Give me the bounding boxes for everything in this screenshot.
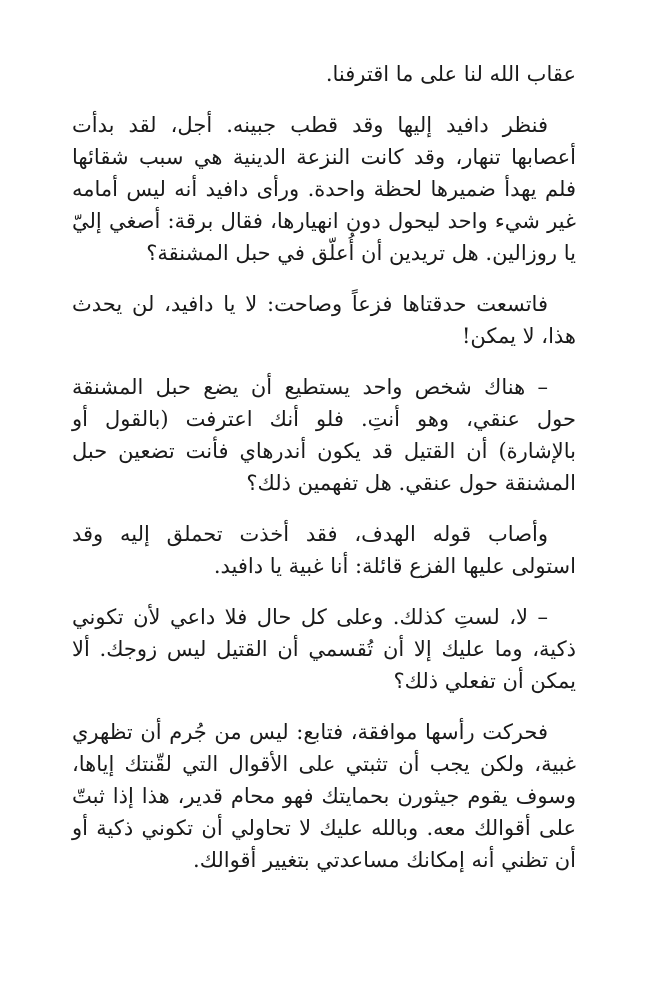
- paragraph-david-frowns: فنظر دافيد إليها وقد قطب جبينه. أجل، لقد بدأت أعصابها تنهار، وقد كانت النزعة الدينية هي سبب شقائها فلم يهدأ ضميرها لحظة واحدة. ورأى دافيد أنه ليس أمامه غير شيء واحد ليحول دون انهيارها، فقال برقة: أصغي إليّ يا روزالين. هل تريدين أن أُعلّق في حبل المشنقة؟: [72, 113, 576, 265]
- book-page: [0, 58, 651, 895]
- paragraph-words-hit-target: وأصاب قوله الهدف، فقد أخذت تحملق إليه وقد استولى عليها الفزع قائلة: أنا غبية يا دافيد.: [72, 522, 576, 578]
- paragraph-she-nods: فحركت رأسها موافقة، فتابع: ليس من جُرم أن تظهري غبية، ولكن يجب أن تثبتي على الأقوال التي لقّنتك إياها، وسوف يقوم جيثورن بحمايتك فهو محام قدير، هذا إذا ثبتّ على أقوالك معه. وبالله عليك لا تحاولي أن تكوني ذكية أو أن تظني أنه إمكانك مساعدتي بتغيير أقوالك.: [72, 720, 576, 872]
- paragraph-noose-dialogue: – هناك شخص واحد يستطيع أن يضع حبل المشنقة حول عنقي، وهو أنتِ. فلو أنك اعترفت (بالقول أو بالإشارة) أن القتيل قد يكون أندرهاي فأنت تضعين حبل المشنقة حول عنقي. هل تفهمين ذلك؟: [72, 375, 576, 495]
- paragraph-she-gasps: فاتسعت حدقتاها فزعاً وصاحت: لا يا دافيد، لن يحدث هذا، لا يمكن!: [72, 292, 576, 348]
- paragraph-not-stupid-dialogue: – لا، لستِ كذلك. وعلى كل حال فلا داعي لأن تكوني ذكية، وما عليك إلا أن تُقسمي أن القتيل ليس زوجك. ألا يمكن أن تفعلي ذلك؟: [72, 605, 576, 693]
- paragraph-continuation: عقاب الله لنا على ما اقترفنا.: [325, 62, 576, 86]
